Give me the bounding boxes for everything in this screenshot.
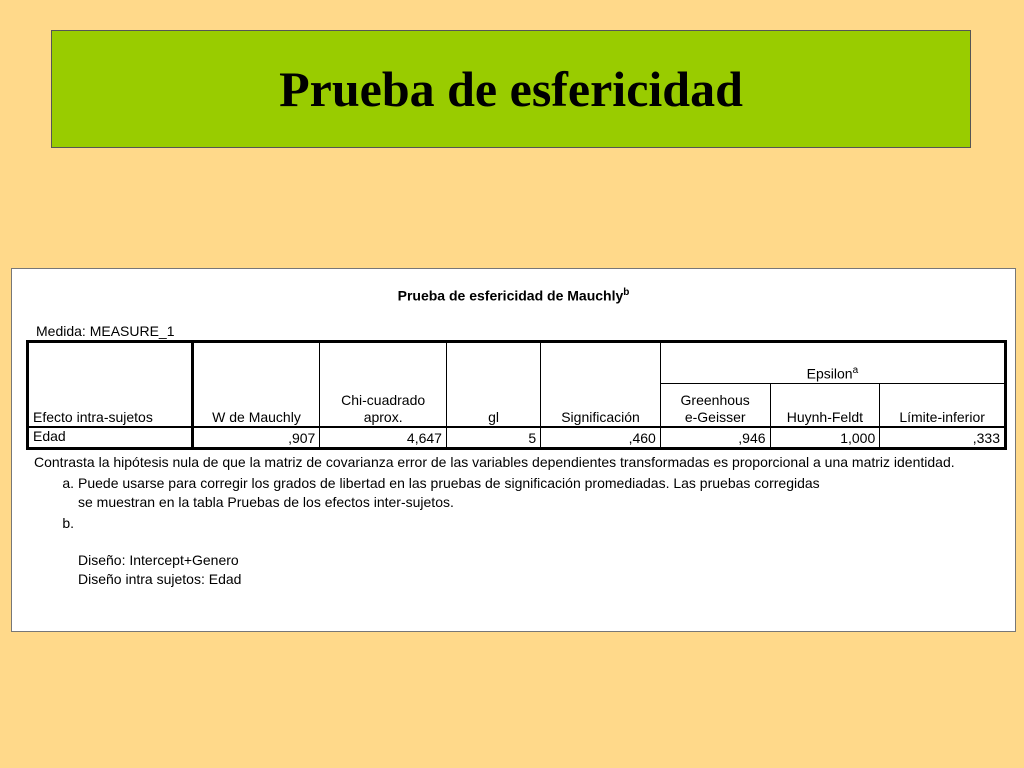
header-chi-line2: aprox. — [363, 409, 403, 425]
table-title-superscript: b — [623, 287, 630, 298]
header-limite-inferior: Límite-inferior — [880, 384, 1006, 428]
footnote-b-label: b. — [62, 515, 74, 531]
cell-greenhouse-geisser: ,946 — [660, 427, 770, 449]
cell-effect: Edad — [28, 427, 193, 449]
table-title-text: Prueba de esfericidad de Mauchly — [397, 287, 624, 304]
header-w-mauchly: W de Mauchly — [192, 342, 320, 428]
footnote-a-line1: Puede usarse para corregir los grados de libertad en las pruebas de significación promediadas. Las pruebas corregidas — [78, 475, 820, 491]
footnote-a-label: a. — [62, 475, 74, 491]
table-title — [12, 287, 1015, 304]
header-significance: Significación — [541, 342, 661, 428]
design-line1: Diseño: Intercept+Genero — [78, 552, 239, 568]
table-footnotes — [34, 453, 984, 589]
spss-output-panel — [11, 268, 1016, 632]
header-chi-line1: Chi-cuadrado — [341, 392, 426, 408]
cell-significance: ,460 — [541, 427, 661, 449]
slide-title-box — [51, 30, 971, 148]
design-info — [78, 551, 984, 589]
footnote-main: Contrasta la hipótesis nula de que la matriz de covarianza error de las variables dependientes transformadas es proporcional a una matriz identidad. — [34, 454, 955, 470]
cell-w-mauchly: ,907 — [192, 427, 320, 449]
header-effect: Efecto intra-sujetos — [28, 342, 193, 428]
header-huynh-feldt: Huynh-Feldt — [770, 384, 880, 428]
cell-limite-inferior: ,333 — [880, 427, 1006, 449]
header-gg-line1: Greenhous — [680, 392, 750, 408]
measure-label: Medida: MEASURE_1 — [36, 323, 175, 339]
cell-huynh-feldt: 1,000 — [770, 427, 880, 449]
header-gg-line2: e-Geisser — [684, 409, 746, 425]
header-epsilon-text: Epsilon — [806, 366, 853, 382]
mauchly-table — [26, 340, 1007, 450]
footnote-a-line2: se muestran en la tabla Pruebas de los efectos inter-sujetos. — [78, 494, 454, 510]
slide-title: Prueba de esfericidad — [279, 61, 743, 117]
footnote-b — [34, 514, 984, 533]
header-gl: gl — [446, 342, 540, 428]
cell-chi-square: 4,647 — [320, 427, 447, 449]
header-epsilon — [660, 342, 1005, 384]
header-greenhouse-geisser — [660, 384, 770, 428]
table-row — [28, 427, 1006, 449]
cell-gl: 5 — [446, 427, 540, 449]
footnote-a — [34, 474, 984, 512]
footnote-a-text — [78, 474, 820, 512]
header-epsilon-superscript: a — [852, 365, 859, 377]
header-chi-square — [320, 342, 447, 428]
design-line2: Diseño intra sujetos: Edad — [78, 571, 242, 587]
